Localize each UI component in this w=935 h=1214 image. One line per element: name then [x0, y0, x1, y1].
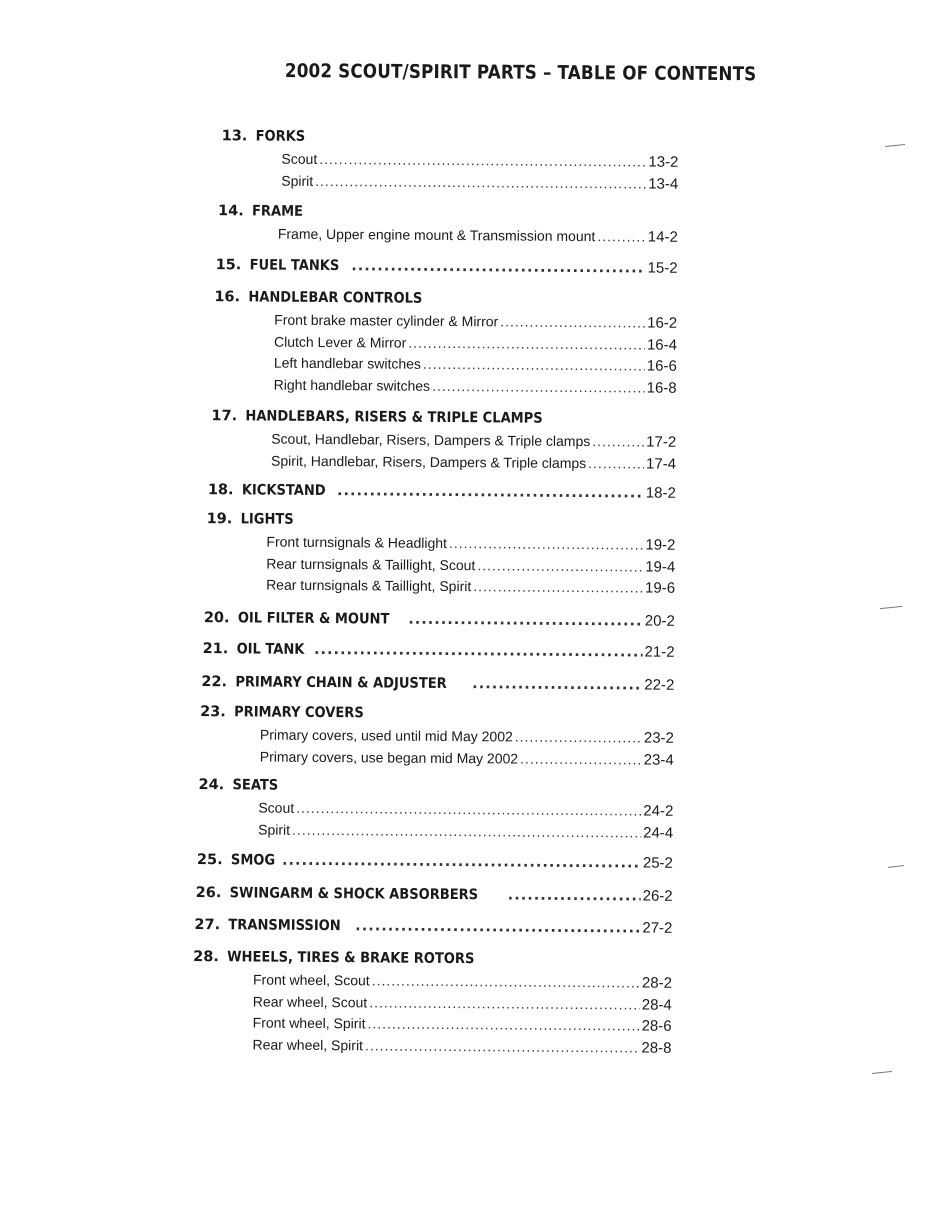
page-number: 28-4	[641, 996, 672, 1014]
subsection-label: Primary covers, use began mid May 2002	[259, 748, 519, 767]
section-number: 27.	[194, 917, 221, 934]
page-number: 28-8	[641, 1039, 672, 1057]
dot-leader	[477, 557, 643, 574]
section-number: 14.	[217, 203, 244, 220]
dot-leader	[292, 821, 641, 840]
subsection-label: Frame, Upper engine mount & Transmission mount	[277, 225, 596, 245]
page-number: 13-2	[648, 153, 679, 171]
page-number: 17-4	[645, 455, 677, 473]
subsection-label: Scout	[258, 799, 295, 816]
section-number: 22.	[201, 674, 228, 691]
subsection-label: Front wheel, Scout	[252, 971, 370, 989]
section-number: 19.	[206, 511, 233, 528]
page-number: 15-2	[647, 259, 678, 277]
dot-leader	[319, 151, 646, 170]
dot-leader	[423, 356, 645, 374]
dot-leader	[355, 918, 640, 936]
dot-leader	[408, 612, 643, 630]
dot-leader	[351, 258, 645, 276]
subsection-label: Left handlebar switches	[273, 354, 422, 372]
section-name: WHEELS, TIRES & BRAKE ROTORS	[227, 949, 475, 968]
section-name: HANDLEBARS, RISERS & TRIPLE CLAMPS	[245, 408, 543, 427]
section-name: PRIMARY COVERS	[234, 704, 364, 722]
section-number: 21.	[202, 641, 229, 658]
subsection-label: Front wheel, Spirit	[252, 1014, 366, 1032]
subsection-entry	[274, 333, 677, 353]
subsection-entry	[281, 172, 678, 192]
section-name: FRAME	[251, 203, 304, 220]
subsection-label: Front turnsignals & Headlight	[266, 533, 448, 551]
dot-leader	[296, 800, 641, 819]
dot-leader	[315, 172, 646, 191]
section-heading	[214, 289, 677, 309]
page-number: 17-2	[646, 433, 677, 451]
subsection-label: Rear turnsignals & Taillight, Scout	[266, 555, 476, 573]
section-number: 20.	[203, 610, 230, 627]
section-heading	[218, 203, 678, 223]
page-number: 14-2	[647, 228, 678, 246]
page-number: 19-6	[645, 579, 676, 597]
subsection-entry	[253, 1014, 672, 1034]
section-heading	[197, 851, 673, 872]
section-heading	[222, 128, 679, 148]
subsection-entry	[258, 800, 673, 820]
section-name: FORKS	[255, 128, 306, 145]
section-heading	[207, 511, 676, 531]
page-number: 19-2	[645, 536, 676, 554]
dot-leader	[515, 729, 642, 746]
dot-leader	[592, 433, 644, 449]
subsection-label: Rear wheel, Spirit	[252, 1035, 364, 1053]
section-heading	[216, 256, 678, 277]
dot-leader	[432, 377, 645, 395]
subsection-label: Scout, Handlebar, Risers, Dampers & Triple clamps	[271, 430, 591, 450]
page-number: 22-2	[644, 676, 675, 694]
subsection-entry	[266, 577, 675, 597]
section-heading	[194, 916, 672, 937]
section-number: 26.	[195, 885, 222, 902]
section-number: 23.	[200, 704, 226, 721]
subsection-label: Rear wheel, Scout	[252, 992, 368, 1010]
subsection-entry	[260, 727, 674, 747]
dot-leader	[282, 853, 641, 872]
subsection-entry	[266, 555, 675, 575]
subsection-label: Rear turnsignals & Taillight, Spirit	[266, 576, 472, 595]
page-number: 28-6	[641, 1017, 672, 1035]
section-name: OIL FILTER & MOUNT	[237, 610, 390, 628]
section-heading	[196, 884, 673, 905]
dot-leader	[597, 228, 646, 244]
dot-leader	[369, 994, 640, 1012]
section-heading	[208, 481, 676, 502]
page-number: 13-4	[648, 175, 679, 193]
section-heading	[193, 949, 672, 969]
subsection-entry	[281, 151, 678, 171]
page-number: 27-2	[642, 919, 673, 937]
page-number: 23-2	[643, 729, 674, 747]
dot-leader	[337, 483, 644, 501]
dot-leader	[473, 578, 643, 595]
section-number: 13.	[221, 128, 248, 145]
subsection-label: Right handlebar switches	[273, 376, 431, 394]
dot-leader	[508, 887, 641, 904]
subsection-label: Front brake master cylinder & Mirror	[274, 311, 499, 330]
section-name: TRANSMISSION	[228, 917, 341, 935]
subsection-label: Spirit	[281, 172, 314, 189]
page-number: 26-2	[642, 887, 673, 905]
dot-leader	[365, 1037, 640, 1055]
subsection-label: Scout	[281, 150, 318, 167]
dot-leader	[367, 1015, 639, 1033]
page-number: 25-2	[642, 854, 674, 872]
page-number: 23-4	[643, 751, 674, 769]
section-heading	[201, 673, 674, 694]
section-heading	[204, 609, 675, 630]
subsection-entry	[253, 993, 672, 1013]
subsection-label: Primary covers, used until mid May 2002	[259, 726, 513, 745]
dot-leader	[408, 334, 645, 352]
page-number: 16-6	[646, 357, 677, 375]
dot-leader	[472, 676, 642, 693]
page-number: 24-2	[643, 802, 674, 820]
subsection-entry	[271, 452, 676, 472]
section-name: SEATS	[232, 777, 279, 794]
section-name: SWINGARM & SHOCK ABSORBERS	[229, 885, 479, 904]
subsection-entry	[252, 1036, 671, 1056]
section-heading	[203, 640, 675, 661]
section-heading	[211, 408, 676, 428]
section-heading	[200, 704, 674, 724]
page-number: 18-2	[645, 484, 676, 502]
section-number: 18.	[207, 482, 234, 499]
section-number: 15.	[215, 257, 242, 274]
dot-leader	[314, 642, 643, 661]
section-number: 25.	[196, 852, 223, 869]
section-name: SMOG	[230, 852, 276, 869]
section-name: PRIMARY CHAIN & ADJUSTER	[235, 674, 447, 692]
section-heading	[198, 777, 673, 797]
subsection-entry	[258, 821, 673, 841]
subsection-entry	[271, 431, 676, 451]
page-number: 21-2	[644, 643, 675, 661]
section-number: 17.	[211, 408, 238, 425]
subsection-entry	[278, 226, 678, 246]
page-number: 16-4	[646, 336, 678, 354]
subsection-entry	[274, 376, 677, 396]
subsection-entry	[260, 748, 674, 768]
subsection-entry	[266, 534, 675, 554]
subsection-label: Spirit	[258, 821, 291, 838]
dot-leader	[449, 535, 644, 553]
page-number: 19-4	[645, 558, 676, 576]
page-number: 28-2	[641, 974, 673, 992]
section-name: KICKSTAND	[241, 482, 326, 500]
subsection-entry	[274, 312, 677, 332]
page-title: 2002 SCOUT/SPIRIT PARTS – TABLE OF CONTENTS	[284, 60, 757, 86]
dot-leader	[588, 455, 644, 471]
subsection-entry	[274, 355, 677, 375]
page-number: 20-2	[644, 612, 675, 630]
dot-leader	[372, 972, 640, 990]
section-name: LIGHTS	[240, 511, 294, 528]
dot-leader	[500, 313, 645, 330]
subsection-label: Clutch Lever & Mirror	[273, 333, 407, 351]
subsection-entry	[253, 971, 672, 991]
subsection-label: Spirit, Handlebar, Risers, Dampers & Triple clamps	[271, 452, 587, 471]
dot-leader	[520, 750, 642, 767]
page-number: 16-2	[647, 314, 678, 332]
page-number: 24-4	[643, 824, 674, 842]
section-name: HANDLEBAR CONTROLS	[248, 289, 423, 307]
section-number: 16.	[214, 289, 241, 306]
section-name: OIL TANK	[236, 641, 305, 658]
section-number: 28.	[193, 948, 219, 966]
section-number: 24.	[198, 777, 225, 794]
page-number: 16-8	[646, 379, 677, 397]
section-name: FUEL TANKS	[249, 257, 340, 275]
